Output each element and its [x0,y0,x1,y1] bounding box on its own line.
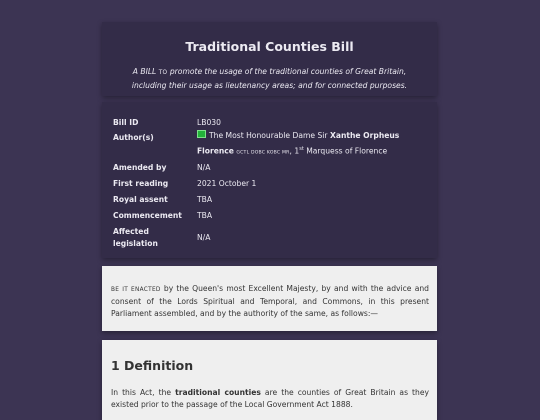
defined-term: traditional counties [175,388,261,397]
author-title: Marquess of Florence [306,146,388,156]
section-text [111,387,429,411]
info-label: Amended by [113,163,167,173]
info-row-bill-id [113,114,428,130]
enacting-formula [102,266,437,320]
bill-info-table [113,114,428,252]
info-label-affected [113,224,197,252]
enacting-formula-card [102,266,437,331]
info-row-royal-assent [113,192,428,208]
enacting-small-caps: BE IT ENACTED [111,287,161,293]
info-value-authors: The Most Honourable Dame Sir Xanthe Orpheus Florence GCTL DOBC KOBC MR, 1st Marquess of Florence [197,131,400,156]
long-title-to: TO [158,70,168,76]
member-badge-icon [197,130,206,138]
info-row-affected-legislation [113,224,428,252]
info-label: Author(s) [113,133,154,142]
info-value: 2021 October 1 [197,179,257,189]
info-label: Royal assent [113,195,168,205]
author-prefix: The Most Honourable Dame Sir [209,131,328,140]
label-line-2: legislation [113,238,158,248]
info-label: Bill ID [113,117,139,127]
info-row-first-reading [113,176,428,192]
info-value: LB030 [197,117,221,127]
info-row-amended-by [113,160,428,176]
long-title [116,66,423,91]
info-row-authors [113,130,428,160]
ordinal-suffix: st [299,145,304,152]
info-row-commencement [113,208,428,224]
author-postnominals: GCTL DOBC KOBC MR [236,150,290,156]
bill-title-card [102,22,437,96]
info-label: Commencement [113,211,182,221]
bill-title: Traditional Counties Bill [185,39,354,54]
author-name: Xanthe Orpheus [329,131,400,140]
info-label: First reading [113,179,169,189]
long-title-line-2: including their usage as lieutenancy areas; and for connected purposes. [131,80,408,90]
long-title-a-bill: A BILL [132,67,157,76]
info-value: N/A [197,163,211,173]
author-name-cont: Florence [197,146,234,156]
bill-info-card [102,102,437,258]
info-value: TBA [197,195,213,205]
section-text-after: are the counties of Great Britain as they existed prior to the passage of the Local Government Act 1888. [111,388,429,409]
info-value: TBA [197,211,213,221]
section-heading: 1 Definition [111,358,194,373]
label-line-1: Affected [113,227,149,237]
ordinal-number: 1 [294,146,300,156]
enacting-text: by the Queen's most Excellent Majesty, by and with the advice and consent of the Lords Spiritual and Temporal, and Commons, in this present Parliament assembled, and by the authority of the same, as follows:— [111,284,429,318]
long-title-line-1: promote the usage of the traditional counties of Great Britain, [169,67,407,76]
section-text-before: In this Act, the [111,388,176,397]
info-value: N/A [197,233,211,243]
section-1-card [102,340,437,420]
